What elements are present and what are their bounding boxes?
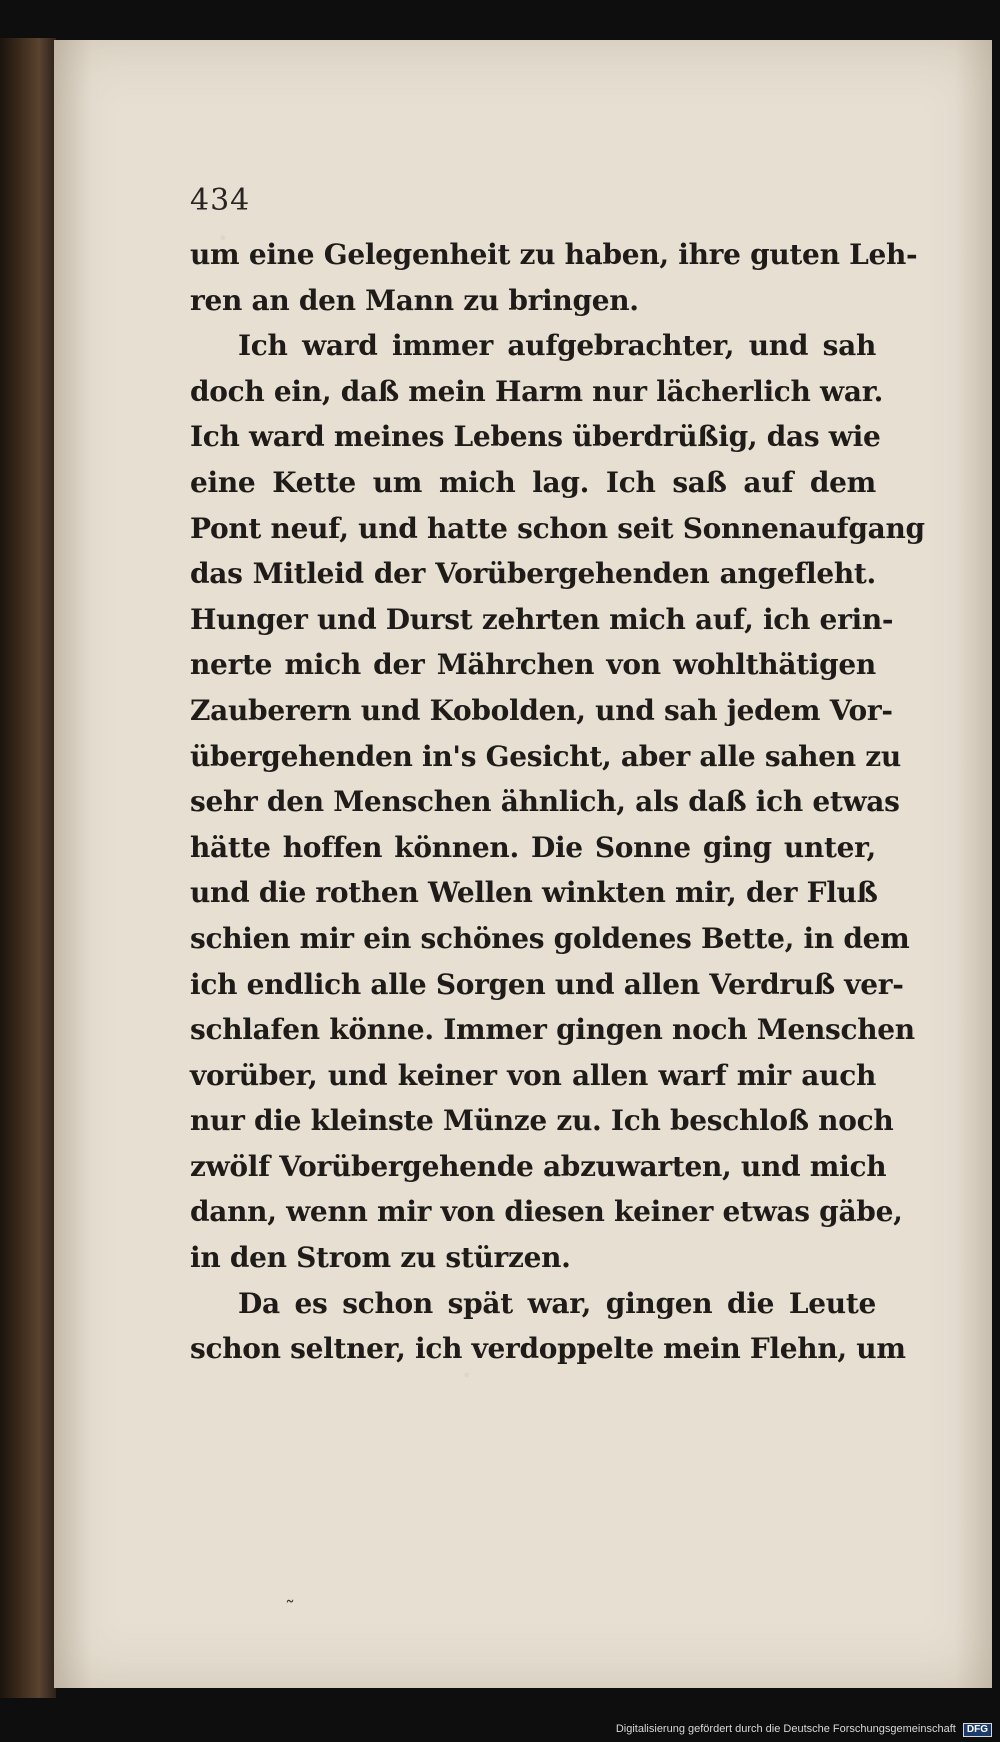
text-line: ren an den Mann zu bringen. — [190, 283, 639, 317]
text-line: und die rothen Wellen winkten mir, der Fluß — [190, 876, 878, 910]
text-line: übergehenden in's Gesicht, aber alle sahen zu — [190, 739, 901, 773]
text-line: Pont neuf, und hatte schon seit Sonnenaufgang — [190, 511, 925, 545]
text-line: Zauberern und Kobolden, und sah jedem Vor- — [190, 693, 893, 727]
book-spine-edge — [0, 38, 56, 1698]
text-line: um eine Gelegenheit zu haben, ihre guten Leh- — [190, 238, 918, 271]
text-line: schon seltner, ich verdoppelte mein Flehn, um — [190, 1332, 906, 1366]
text-line: zwölf Vorübergehende abzuwarten, und mich — [190, 1149, 887, 1183]
text-line: schlafen könne. Immer gingen noch Menschen — [190, 1013, 915, 1047]
text-line: Ich ward meines Lebens überdrüßig, das wie — [190, 420, 881, 454]
printer-mark: ˜ — [285, 1596, 295, 1620]
dfg-logo: DFG — [963, 1723, 992, 1737]
digitization-credit — [0, 1723, 992, 1739]
text-line: schien mir ein schönes goldenes Bette, in dem — [190, 921, 910, 955]
body-text — [190, 232, 925, 1372]
text-line: in den Strom zu stürzen. — [190, 1241, 571, 1275]
text-line: Hunger und Durst zehrten mich auf, ich erin- — [190, 602, 894, 636]
text-line: sehr den Menschen ähnlich, als daß ich etwas — [190, 785, 900, 819]
text-line: dann, wenn mir von diesen keiner etwas gäbe, — [190, 1195, 903, 1229]
text-line: ich endlich alle Sorgen und allen Verdruß ver- — [190, 967, 904, 1001]
credit-text: Digitalisierung gefördert durch die Deutsche Forschungsgemeinschaft — [615, 1723, 956, 1735]
text-line: das Mitleid der Vorübergehenden angefleht. — [190, 557, 876, 591]
text-line: vorüber, und keiner von allen warf mir auch — [190, 1058, 876, 1092]
text-line: hätte hoffen können. Die Sonne ging unter, — [190, 830, 876, 864]
text-line: Da es schon spät war, gingen die Leute — [238, 1286, 876, 1320]
text-line: doch ein, daß mein Harm nur lächerlich war. — [190, 374, 884, 408]
text-line: eine Kette um mich lag. Ich saß auf dem — [190, 465, 876, 499]
text-line: Ich ward immer aufgebrachter, und sah — [238, 329, 876, 363]
page-number: 434 — [190, 183, 251, 218]
text-line: nerte mich der Mährchen von wohlthätigen — [190, 648, 876, 682]
text-line: nur die kleinste Münze zu. Ich beschloß noch — [190, 1104, 894, 1138]
